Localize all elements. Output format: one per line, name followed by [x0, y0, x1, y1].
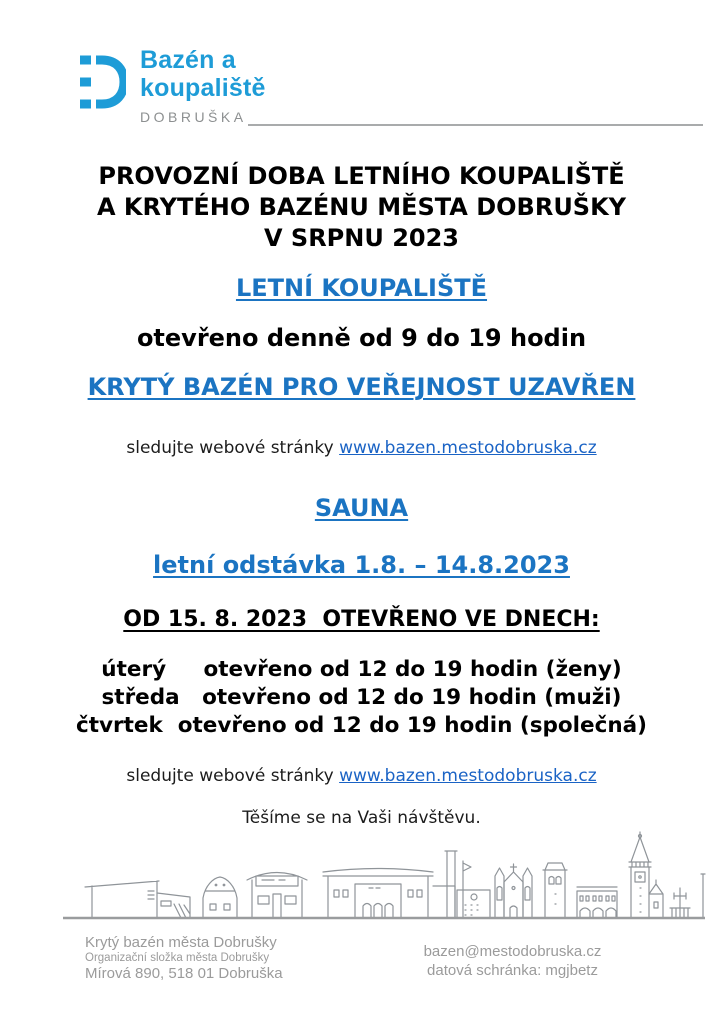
- footer-address: Mírová 890, 518 01 Dobruška: [85, 965, 283, 982]
- sauna-schedule-thursday: čtvrtek otevřeno od 12 do 19 hodin (společná): [75, 713, 647, 738]
- footer-email: bazen@mestodobruska.cz: [423, 943, 602, 960]
- website-note-1: [0, 438, 723, 458]
- header-divider-line: [248, 124, 703, 126]
- page-title: [0, 161, 723, 254]
- footer-digital-contact-block: [400, 942, 625, 980]
- outdoor-pool-hours: otevřeno denně od 9 do 19 hodin: [136, 324, 587, 352]
- sauna-shutdown-notice: letní odstávka 1.8. – 14.8.2023: [153, 551, 570, 579]
- logo-name-line1: Bazén a: [140, 46, 236, 74]
- footer-org-name: Krytý bazén města Dobrušky: [85, 934, 277, 951]
- title-line-1: PROVOZNÍ DOBA LETNÍHO KOUPALIŠTĚ: [98, 162, 625, 190]
- title-line-2: A KRYTÉHO BAZÉNU MĚSTA DOBRUŠKY: [96, 193, 627, 221]
- website-note-text: sledujte webové stránky: [126, 766, 340, 786]
- sauna-schedule-tuesday: úterý otevřeno od 12 do 19 hodin (ženy): [101, 657, 622, 682]
- town-skyline-illustration: [60, 830, 710, 922]
- sauna-open-from-heading: OD 15. 8. 2023 OTEVŘENO VE DNECH:: [123, 607, 600, 632]
- logo-city-label: DOBRUŠKA: [140, 109, 247, 125]
- website-link[interactable]: www.bazen.mestodobruska.cz: [339, 766, 597, 786]
- title-line-3: V SRPNU 2023: [263, 224, 459, 252]
- sauna-schedule-wednesday: středa otevřeno od 12 do 19 hodin (muži): [101, 685, 622, 710]
- footer-databox: datová schránka: mgjbetz: [427, 962, 598, 979]
- footer-contact-block: [85, 934, 283, 983]
- sauna-heading: SAUNA: [314, 494, 409, 522]
- footer-org-subtitle: Organizační složka města Dobrušky: [85, 952, 270, 964]
- sauna-schedule: [0, 656, 723, 740]
- header: [80, 46, 266, 125]
- pool-logo-icon: [80, 50, 126, 114]
- website-note-text: sledujte webové stránky: [126, 438, 340, 458]
- website-note-2: [0, 766, 723, 786]
- website-link[interactable]: www.bazen.mestodobruska.cz: [339, 438, 597, 458]
- logo-name-line2: koupaliště: [140, 74, 266, 102]
- closing-note: Těšíme se na Vaši návštěvu.: [242, 808, 481, 828]
- indoor-pool-closed-notice: KRYTÝ BAZÉN PRO VEŘEJNOST UZAVŘEN: [87, 373, 636, 401]
- logo-text: [140, 46, 266, 125]
- outdoor-pool-heading: LETNÍ KOUPALIŠTĚ: [235, 274, 488, 302]
